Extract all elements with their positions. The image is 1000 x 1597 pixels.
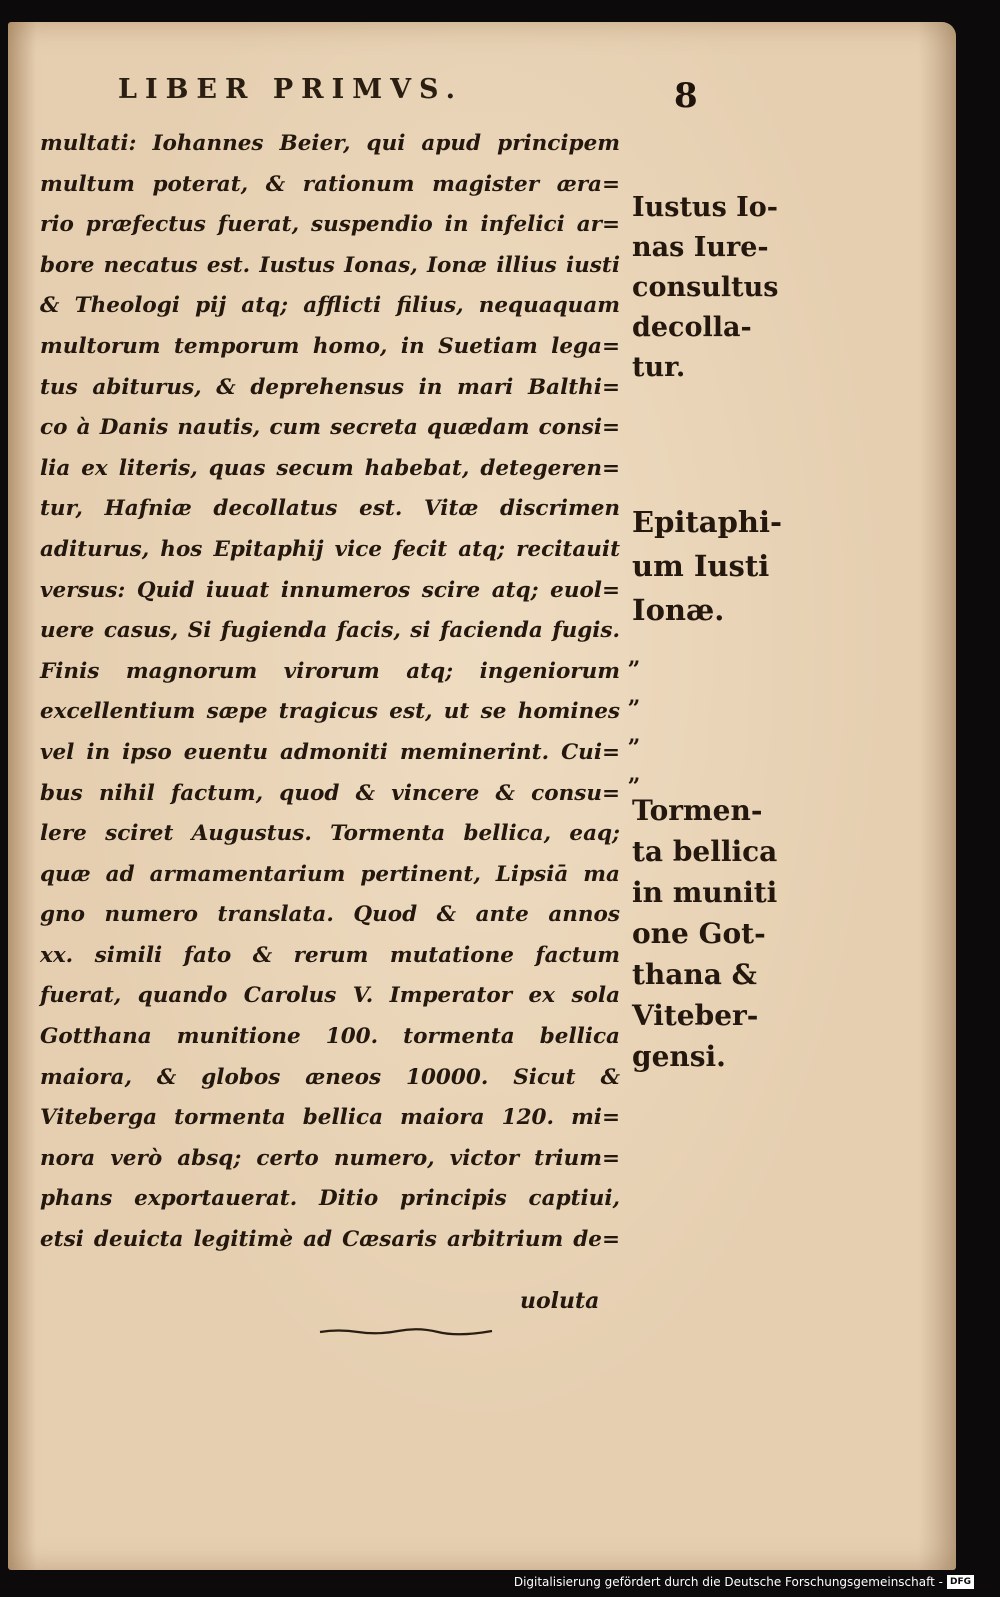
text-line: xx. simili fato & rerum mutatione factum <box>40 942 620 968</box>
marginal-note-line: gensi. <box>632 1040 726 1073</box>
marginal-note-line: tur. <box>632 352 686 383</box>
text-line: versus: Quid iuuat innumeros scire atq; euol= <box>40 577 620 603</box>
text-line: Gotthana munitione 100. tormenta bellica <box>40 1024 620 1050</box>
text-line: bore necatus est. Iustus Ionas, Ionæ illius iusti <box>40 252 620 278</box>
marginal-note-line: Viteber- <box>632 999 759 1032</box>
marginal-note-line: thana & <box>632 958 757 991</box>
marginal-note-line: in muniti <box>632 876 778 909</box>
text-line: excellentium sæpe tragicus est, ut se homines <box>40 699 620 725</box>
text-line: fuerat, quando Carolus V. Imperator ex sola <box>40 983 620 1009</box>
text-line: phans exportauerat. Ditio principis captiui, <box>40 1186 620 1212</box>
main-text-block <box>40 124 620 1261</box>
text-line: Viteberga tormenta bellica maiora 120. mi= <box>40 1105 620 1131</box>
marginal-note-line: nas Iure- <box>632 232 769 263</box>
marginal-note-line: decolla- <box>632 312 752 343</box>
text-line: multum poterat, & rationum magister æra= <box>40 171 620 197</box>
marginal-note-iustus-ionas <box>632 188 778 388</box>
text-line: aditurus, hos Epitaphij vice fecit atq; recitauit <box>40 536 620 562</box>
text-line: multati: Iohannes Beier, qui apud principem <box>40 131 620 156</box>
marginal-note-epitaphium <box>632 500 782 632</box>
text-line: lia ex literis, quas secum habebat, detegeren= <box>40 455 620 481</box>
text-line: bus nihil factum, quod & vincere & consu= <box>40 780 620 806</box>
quotation-mark: „ <box>628 761 641 787</box>
text-line: quæ ad armamentarium pertinent, Lipsiā ma <box>40 861 620 887</box>
text-line: Finis magnorum virorum atq; ingeniorum <box>40 658 620 684</box>
marginal-note-line: one Got- <box>632 917 766 950</box>
digitization-credit <box>514 1575 974 1589</box>
marginal-note-line: Tormen- <box>632 794 763 827</box>
quotation-mark: „ <box>628 722 641 748</box>
text-line: co à Danis nautis, cum secreta quædam consi= <box>40 415 620 441</box>
text-line: multorum temporum homo, in Suetiam lega= <box>40 333 620 359</box>
marginal-note-line: um Iusti <box>632 549 770 583</box>
marginal-note-tormenta <box>632 790 777 1077</box>
marginal-note-line: ta bellica <box>632 835 778 868</box>
text-line: uere casus, Si fugienda facis, si facienda fugis. <box>40 618 620 644</box>
marginal-note-line: Epitaphi- <box>632 505 782 539</box>
marginal-quotation-marks <box>628 638 641 794</box>
text-line: tus abiturus, & deprehensus in mari Balthi= <box>40 374 620 400</box>
text-line: & Theologi pij atq; afflicti filius, nequaquam <box>40 293 620 319</box>
dfg-logo: DFG <box>947 1575 974 1589</box>
marginal-note-line: consultus <box>632 272 779 303</box>
text-line: vel in ipso euentu admoniti meminerint. Cui= <box>40 739 620 765</box>
text-line: nora verò absq; certo numero, victor trium= <box>40 1145 620 1171</box>
marginal-note-line: Iustus Io- <box>632 192 779 223</box>
running-head: LIBER PRIMVS. <box>118 74 463 105</box>
catchword: uoluta <box>520 1288 600 1314</box>
text-line: tur, Hafniæ decollatus est. Vitæ discrimen <box>40 496 620 522</box>
text-line: gno numero translata. Quod & ante annos <box>40 902 620 928</box>
printer-ornament-rule <box>318 1326 494 1336</box>
text-line: lere sciret Augustus. Tormenta bellica, eaq; <box>40 821 620 847</box>
quotation-mark: „ <box>628 644 641 670</box>
credit-text: Digitalisierung gefördert durch die Deutsche Forschungsgemeinschaft - <box>513 1575 943 1589</box>
marginal-note-line: Ionæ. <box>632 593 725 627</box>
text-line: rio præfectus fuerat, suspendio in infelici ar= <box>40 212 620 238</box>
page-number: 8 <box>674 76 698 116</box>
quotation-mark: „ <box>628 683 641 709</box>
text-line: etsi deuicta legitimè ad Cæsaris arbitrium de= <box>40 1227 620 1253</box>
text-line: maiora, & globos æneos 10000. Sicut & <box>40 1064 620 1090</box>
